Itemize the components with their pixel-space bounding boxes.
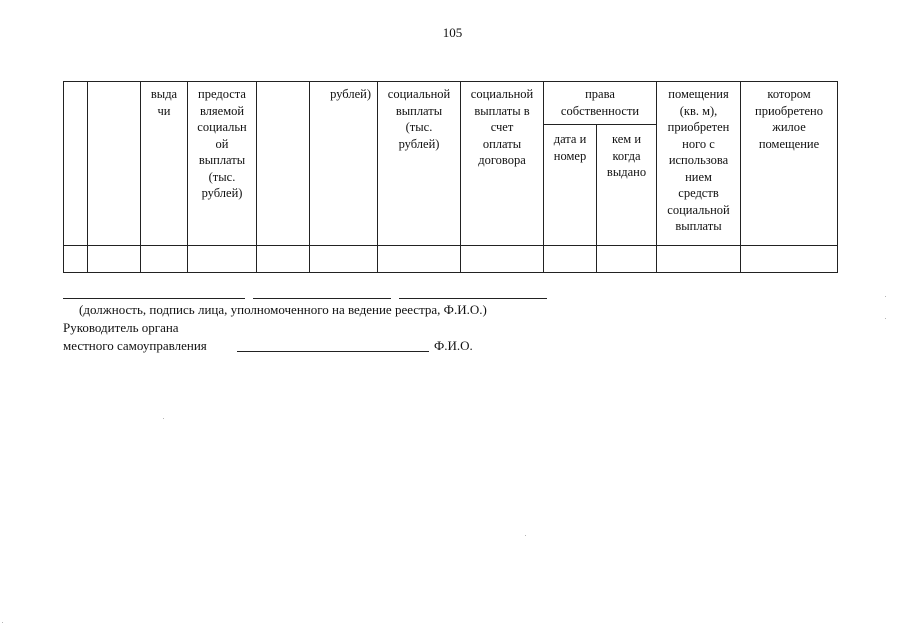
header-cell-1: [64, 82, 88, 246]
table-cell: [378, 246, 461, 273]
table-cell: [188, 246, 257, 273]
scan-speck: [885, 296, 886, 297]
registry-table: [63, 81, 838, 273]
table-cell: [657, 246, 741, 273]
head-signature-line: [237, 351, 429, 352]
header-cell-5: [257, 82, 310, 246]
head-fio: Ф.И.О.: [434, 338, 473, 353]
table-cell: [741, 246, 838, 273]
position-caption: (должность, подпись лица, уполномоченного на ведение реестра, Ф.И.О.): [79, 302, 487, 317]
table-cell: [88, 246, 141, 273]
header-cell-payment-contract: социальной выплаты в счет оплаты договора: [461, 82, 544, 246]
header-cell-provided-payment: предоста вляемой социальн ой выплаты (тыс. рублей): [188, 82, 257, 246]
table-cell: [544, 246, 597, 273]
table-cell: [310, 246, 378, 273]
position-line: [63, 298, 245, 299]
header-cell-issue: выда чи: [141, 82, 188, 246]
table-cell: [64, 246, 88, 273]
scan-speck: [2, 622, 3, 623]
table-cell: [141, 246, 188, 273]
table-cell: [597, 246, 657, 273]
signature-line: [253, 298, 391, 299]
header-cell-premises-area: помещения (кв. м), приобретен ного с использова нием средств социальной выплаты: [657, 82, 741, 246]
head-line-2: местного самоуправления: [63, 338, 207, 353]
header-cell-ownership-rights: права собственности: [544, 82, 657, 125]
head-line-1: Руководитель органа: [63, 320, 179, 335]
page-number: 105: [442, 25, 463, 40]
header-cell-2: [88, 82, 141, 246]
header-cell-social-payment: социальной выплаты (тыс. рублей): [378, 82, 461, 246]
scan-speck: [163, 418, 164, 419]
table-cell: [257, 246, 310, 273]
header-cell-rubles: рублей): [310, 82, 378, 246]
table-cell: [461, 246, 544, 273]
fio-line: [399, 298, 547, 299]
header-cell-date-number: дата и номер: [544, 125, 597, 246]
header-row-top: [64, 82, 838, 125]
header-cell-issued-by: кем и когда выдано: [597, 125, 657, 246]
table-row: [64, 246, 838, 273]
scan-speck: [885, 318, 886, 319]
header-cell-acquired-premises: котором приобретено жилое помещение: [741, 82, 838, 246]
scan-speck: [525, 535, 526, 536]
